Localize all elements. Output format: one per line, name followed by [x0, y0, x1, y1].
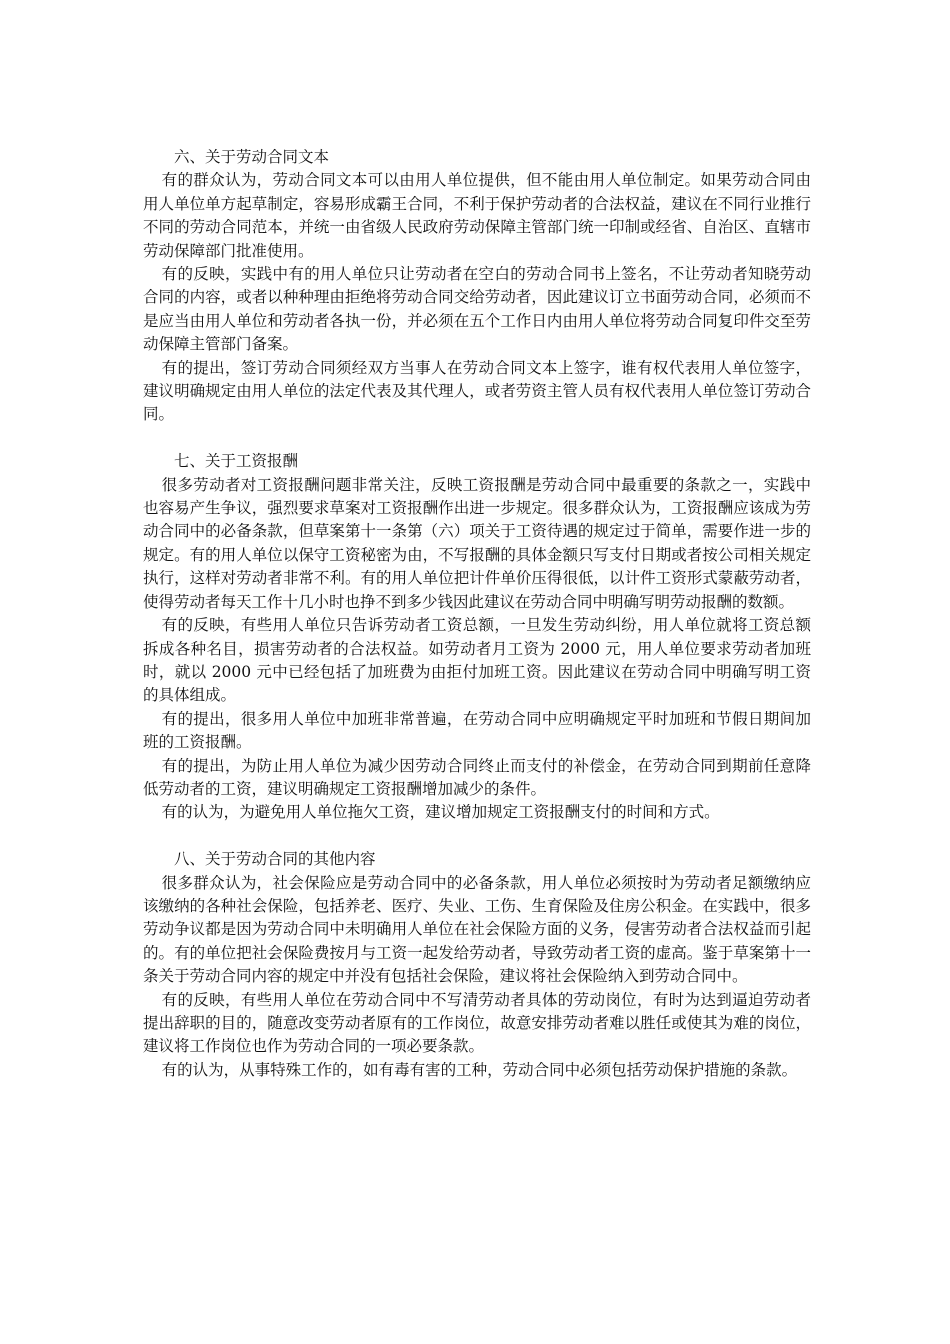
section-heading: 八、关于劳动合同的其他内容 [174, 850, 376, 869]
section-other-content [143, 848, 811, 1082]
document-page [143, 146, 811, 1082]
paragraph: 有的提出，签订劳动合同须经双方当事人在劳动合同文本上签字，谁有权代表用人单位签字，建议明确规定由用人单位的法定代表及其代理人，或者劳资主管人员有权代表用人单位签订劳动合同。 [143, 358, 811, 424]
paragraph: 有的反映，有些用人单位只告诉劳动者工资总额，一旦发生劳动纠纷，用人单位就将工资总额拆成各种名目，损害劳动者的合法权益。如劳动者月工资为 2000 元，用人单位要求劳动者加班时，就以 2000 元中已经包括了加班费为由拒付加班工资。因此建议在劳动合同中明确写明工资的具体组成。 [143, 616, 811, 705]
paragraph: 有的认为，为避免用人单位拖欠工资，建议增加规定工资报酬支付的时间和方式。 [161, 803, 720, 822]
section-gap [143, 825, 811, 848]
paragraph: 很多劳动者对工资报酬问题非常关注，反映工资报酬是劳动合同中最重要的条款之一，实践中也容易产生争议，强烈要求草案对工资报酬作出进一步规定。很多群众认为，工资报酬应该成为劳动合同中的必备条款，但草案第十一条第（六）项关于工资待遇的规定过于简单，需要作进一步的规定。有的用人单位以保守工资秘密为由，不写报酬的具体金额只写支付日期或者按公司相关规定执行，这样对劳动者非常不利。有的用人单位把计件单价压得很低，以计件工资形式蒙蔽劳动者，使得劳动者每天工作十几小时也挣不到多少钱因此建议在劳动合同中明确写明劳动报酬的数额。 [143, 475, 811, 611]
paragraph: 很多群众认为，社会保险应是劳动合同中的必备条款，用人单位必须按时为劳动者足额缴纳应该缴纳的各种社会保险，包括养老、医疗、失业、工伤、生育保险及住房公积金。在实践中，很多劳动争议都是因为劳动合同中未明确用人单位在社会保险方面的义务，侵害劳动者合法权益而引起的。有的单位把社会保险费按月与工资一起发给劳动者，导致劳动者工资的虚高。鉴于草案第十一条关于劳动合同内容的规定中并没有包括社会保险，建议将社会保险纳入到劳动合同中。 [143, 873, 811, 986]
paragraph: 有的群众认为，劳动合同文本可以由用人单位提供，但不能由用人单位制定。如果劳动合同由用人单位单方起草制定，容易形成霸王合同，不利于保护劳动者的合法权益，建议在不同行业推行不同的劳动合同范本，并统一由省级人民政府劳动保障主管部门统一印制或经省、自治区、直辖市劳动保障部门批准使用。 [143, 171, 811, 260]
paragraph: 有的认为，从事特殊工作的，如有毒有害的工种，劳动合同中必须包括劳动保护措施的条款。 [161, 1060, 798, 1079]
section-wages [143, 450, 811, 825]
section-gap [143, 427, 811, 450]
section-contract-text [143, 146, 811, 427]
section-heading: 六、关于劳动合同文本 [174, 148, 330, 166]
paragraph: 有的反映，实践中有的用人单位只让劳动者在空白的劳动合同书上签名，不让劳动者知晓劳动合同的内容，或者以种种理由拒绝将劳动合同交给劳动者，因此建议订立书面劳动合同，必须而不是应当由用人单位和劳动者各执一份，并必须在五个工作日内由用人单位将劳动合同复印件交至劳动保障主管部门备案。 [143, 265, 811, 354]
paragraph: 有的反映，有些用人单位在劳动合同中不写清劳动者具体的劳动岗位，有时为达到逼迫劳动者提出辞职的目的，随意改变劳动者原有的工作岗位，故意安排劳动者难以胜任或使其为难的岗位，建议将工作岗位也作为劳动合同的一项必要条款。 [143, 990, 811, 1056]
section-heading: 七、关于工资报酬 [174, 452, 299, 471]
paragraph: 有的提出，为防止用人单位为减少因劳动合同终止而支付的补偿金，在劳动合同到期前任意降低劳动者的工资，建议明确规定工资报酬增加减少的条件。 [143, 756, 811, 798]
paragraph: 有的提出，很多用人单位中加班非常普遍，在劳动合同中应明确规定平时加班和节假日期间加班的工资报酬。 [143, 709, 811, 752]
